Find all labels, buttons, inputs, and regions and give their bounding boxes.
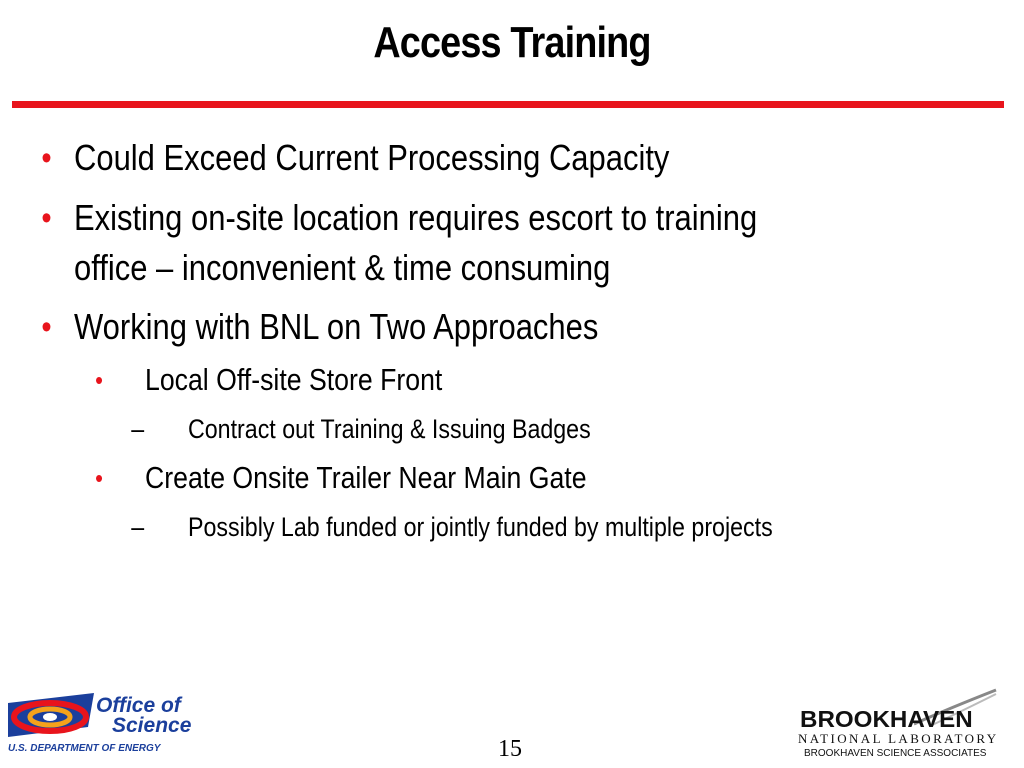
doe-atom-icon xyxy=(8,693,94,741)
sub-bullet-item xyxy=(95,360,443,400)
bullet-item xyxy=(41,302,831,352)
dash-marker: – xyxy=(131,414,145,444)
doe-office-of-science-logo xyxy=(8,693,208,761)
doe-office-text: Office of xyxy=(96,694,181,717)
dash-marker: – xyxy=(131,512,145,542)
sub-bullet-text: Local Off-site Store Front xyxy=(145,362,443,397)
bullet-icon: • xyxy=(41,308,52,346)
sub-bullet-text: Create Onsite Trailer Near Main Gate xyxy=(145,460,587,495)
bullet-icon: • xyxy=(41,139,52,177)
slide-title: Access Training xyxy=(373,18,651,67)
bullet-icon: • xyxy=(41,199,52,237)
brookhaven-name: BROOKHAVEN xyxy=(800,706,973,732)
bullet-text: Could Exceed Current Processing Capacity xyxy=(74,137,670,178)
bullet-item xyxy=(41,193,831,293)
doe-department-text: U.S. DEPARTMENT OF ENERGY xyxy=(8,743,161,754)
brookhaven-associates-text: BROOKHAVEN SCIENCE ASSOCIATES xyxy=(804,748,987,759)
detail-item xyxy=(131,411,591,447)
bullet-text: Existing on-site location requires escort to training office – inconvenient & time consuming xyxy=(74,197,758,288)
doe-science-text: Science xyxy=(112,714,192,737)
sub-bullet-icon: • xyxy=(95,463,103,493)
detail-text: Contract out Training & Issuing Badges xyxy=(188,414,591,444)
sub-bullet-icon: • xyxy=(95,365,103,395)
title-divider xyxy=(12,101,1004,108)
bullet-text: Working with BNL on Two Approaches xyxy=(74,306,599,347)
national-laboratory-text: NATIONAL LABORATORY xyxy=(798,731,999,746)
detail-item xyxy=(131,509,773,545)
page-number: 15 xyxy=(498,736,522,762)
bullet-item xyxy=(41,133,831,183)
brookhaven-logo xyxy=(790,688,1012,764)
detail-text: Possibly Lab funded or jointly funded by multiple projects xyxy=(188,512,773,542)
sub-bullet-item xyxy=(95,458,587,498)
